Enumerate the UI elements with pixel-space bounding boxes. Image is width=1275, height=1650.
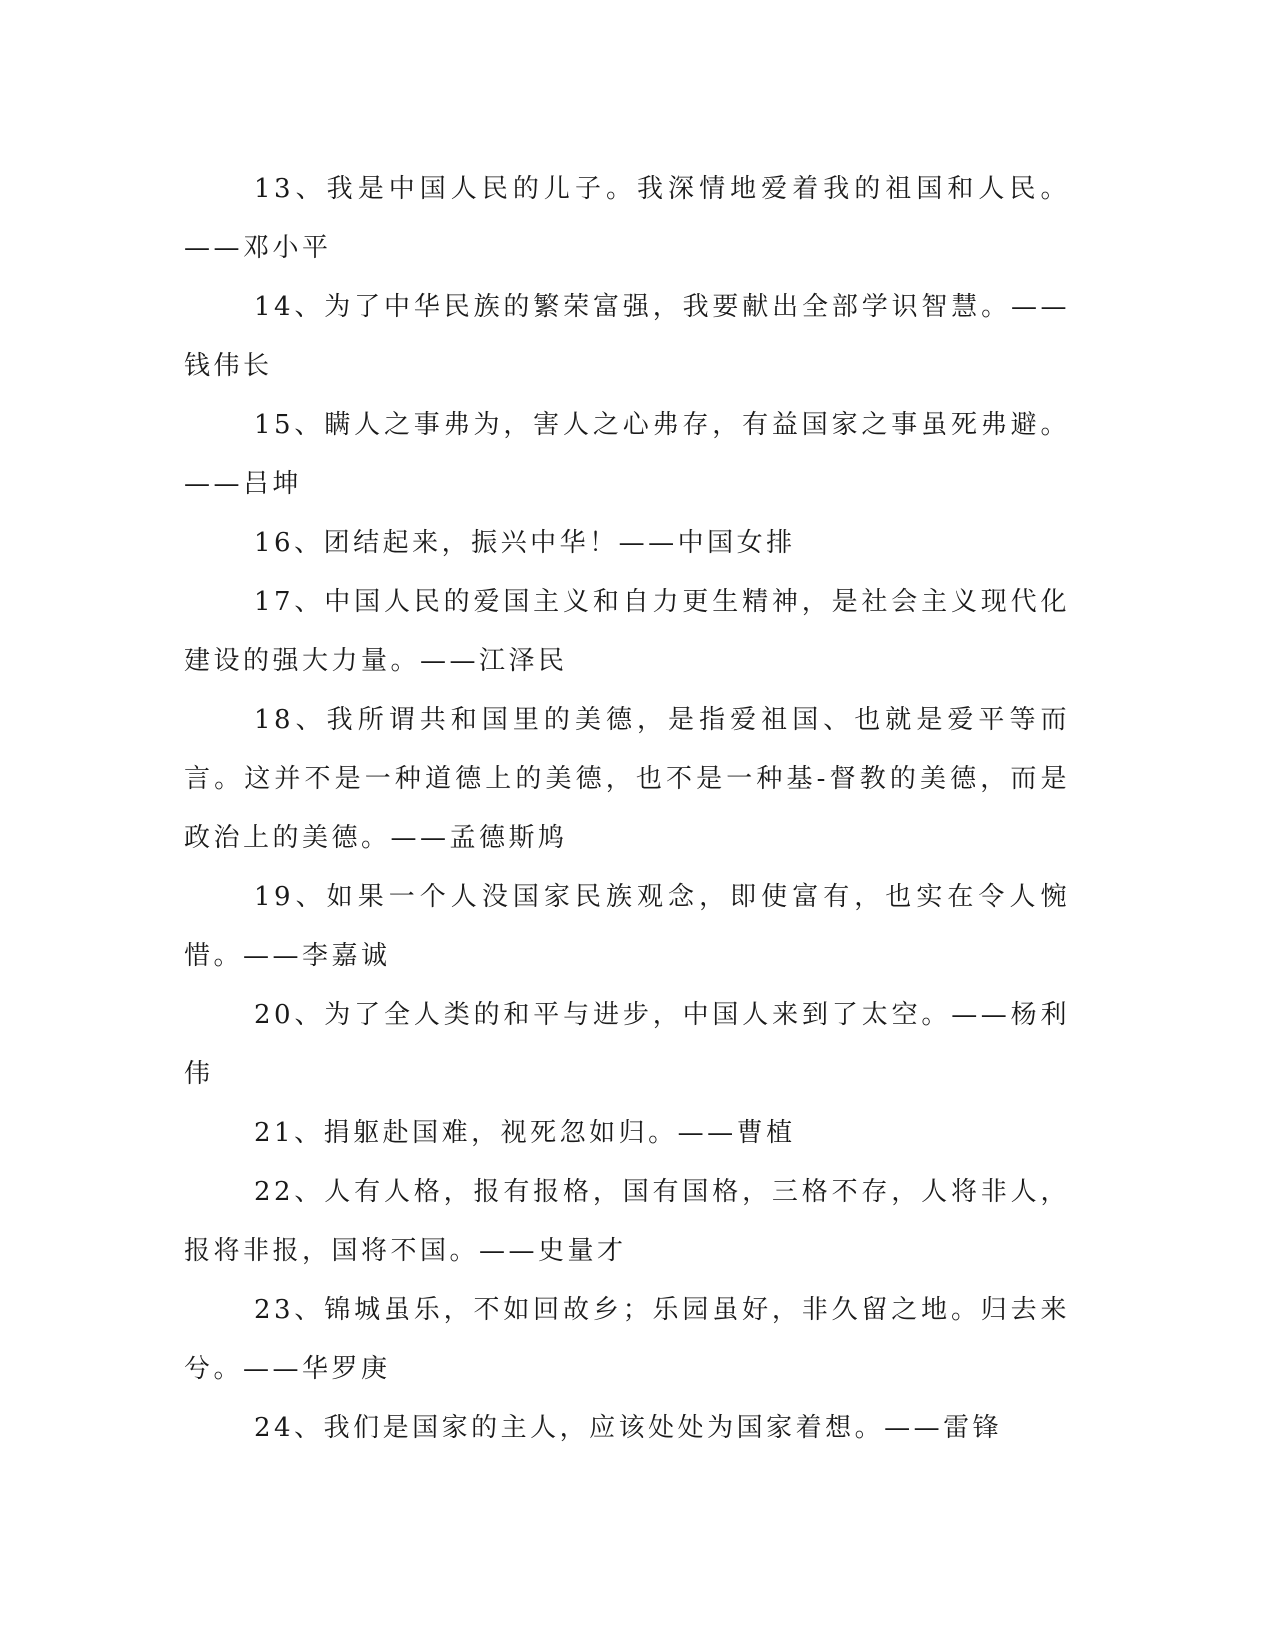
quote-paragraph: 18、我所谓共和国里的美德，是指爱祖国、也就是爱平等而言。这并不是一种道德上的美德，也不是一种基-督教的美德，而是政治上的美德。——孟德斯鸠: [184, 705, 1070, 853]
quote-paragraph: 23、锦城虽乐，不如回故乡；乐园虽好，非久留之地。归去来兮。——华罗庚: [184, 1295, 1070, 1384]
quote-paragraph: 16、团结起来，振兴中华！——中国女排: [254, 528, 796, 558]
quote-paragraph: 19、如果一个人没国家民族观念，即使富有，也实在令人惋惜。——李嘉诚: [184, 882, 1070, 971]
quote-paragraph: 20、为了全人类的和平与进步，中国人来到了太空。——杨利伟: [184, 1000, 1070, 1089]
quote-paragraph: 17、中国人民的爱国主义和自力更生精神，是社会主义现代化建设的强大力量。——江泽民: [184, 587, 1070, 676]
quote-paragraph: 14、为了中华民族的繁荣富强，我要献出全部学识智慧。——钱伟长: [184, 292, 1070, 381]
quote-paragraph: 15、瞒人之事弗为，害人之心弗存，有益国家之事虽死弗避。——吕坤: [184, 410, 1070, 499]
quote-paragraph: 21、捐躯赴国难，视死忽如归。——曹植: [254, 1118, 796, 1148]
quote-paragraph: 22、人有人格，报有报格，国有国格，三格不存，人将非人，报将非报，国将不国。——史量才: [184, 1177, 1070, 1266]
quote-paragraph: 24、我们是国家的主人，应该处处为国家着想。——雷锋: [254, 1413, 1003, 1443]
quote-list: [184, 160, 1070, 1458]
quote-paragraph: 13、我是中国人民的儿子。我深情地爱着我的祖国和人民。——邓小平: [184, 174, 1070, 263]
